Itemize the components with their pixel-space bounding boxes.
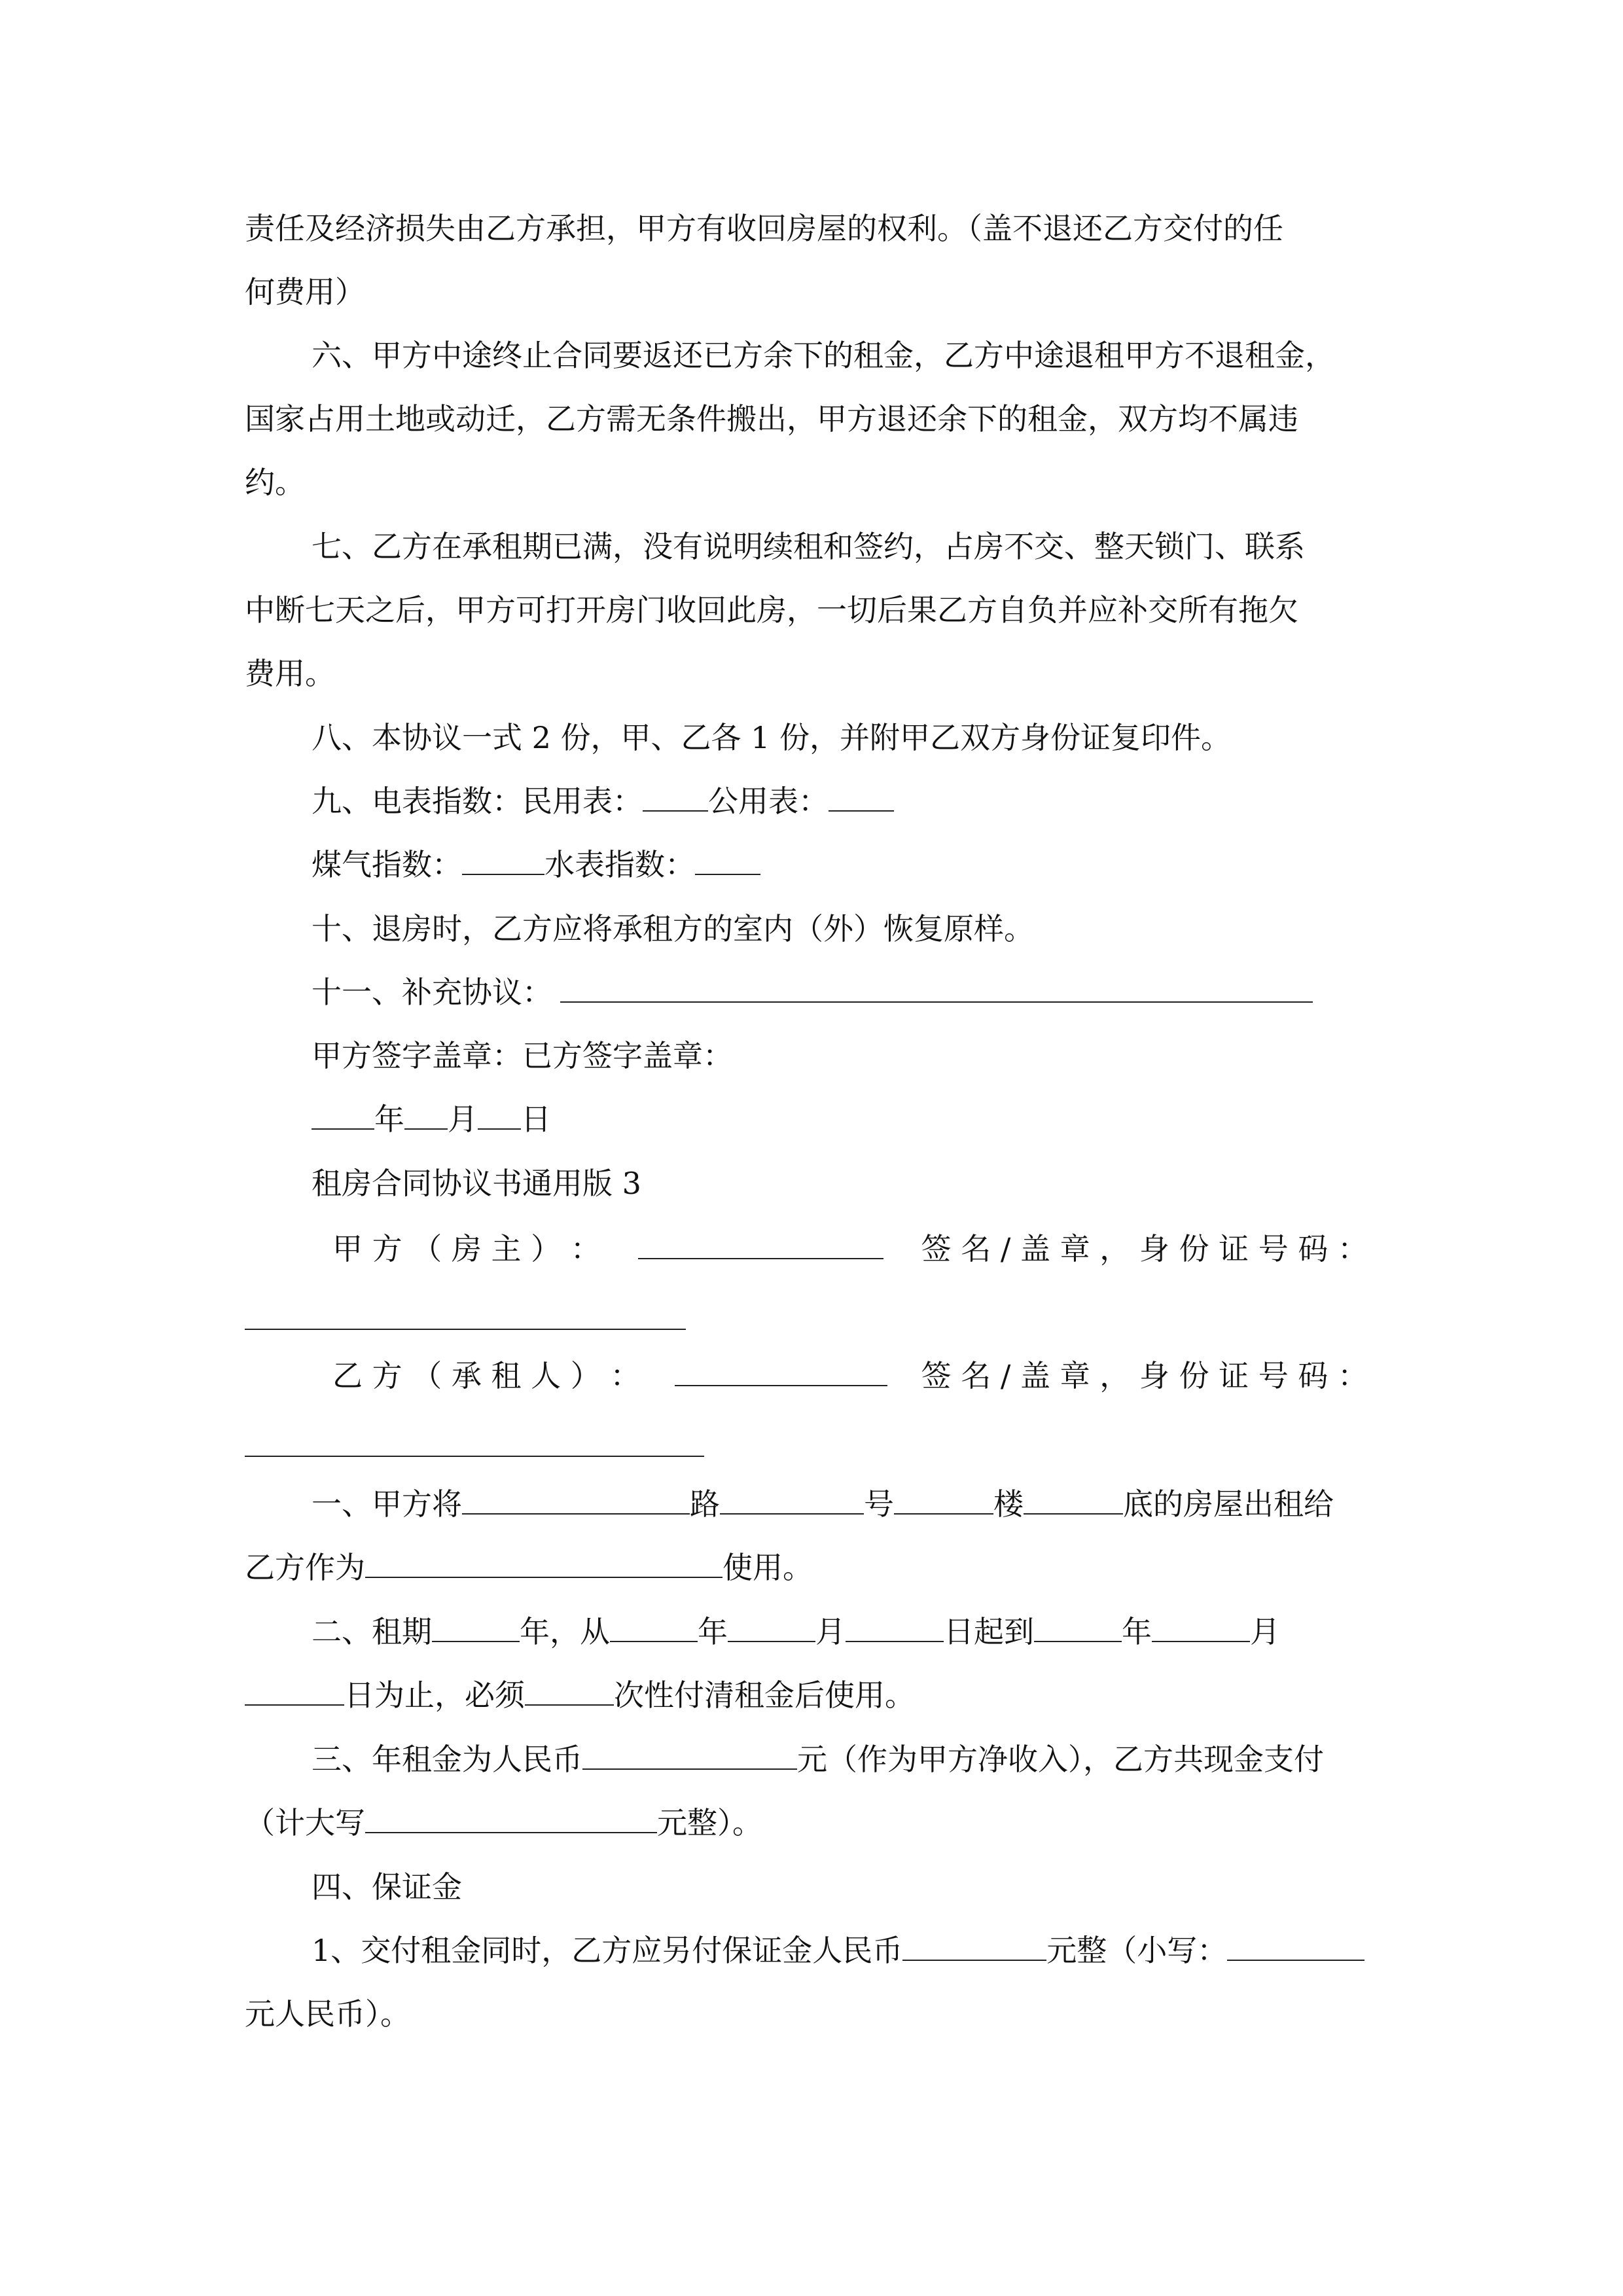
date-line — [312, 1100, 1378, 1139]
term-3-line-1 — [312, 1740, 1378, 1779]
text: 路 — [690, 1486, 720, 1522]
day-label: 日 — [521, 1102, 551, 1137]
term-3-line-2 — [245, 1803, 1378, 1842]
clause-6-line-2: 国家占用土地或动迁，乙方需无条件搬出，甲方退还余下的租金，双方均不属违 — [245, 401, 1298, 437]
blank — [902, 1931, 1046, 1961]
text: 二、租期 — [312, 1614, 432, 1649]
term-2-line-1 — [312, 1612, 1378, 1651]
clause-7-line-2: 中断七天之后，甲方可打开房门收回此房，一切后果乙方自负并应补交所有拖欠 — [245, 592, 1298, 628]
contract-heading: 租房合同协议书通用版 3 — [312, 1166, 641, 1201]
clause-10: 十、退房时，乙方应将承租方的室内（外）恢复原样。 — [312, 911, 1034, 946]
clause-11-label: 十一、补充协议： — [312, 975, 552, 1010]
public-meter-label: 公用表： — [708, 783, 829, 819]
text: 月 — [1250, 1614, 1280, 1649]
blank — [462, 1484, 690, 1515]
text: 使用。 — [722, 1550, 813, 1585]
text: 元（作为甲方净收入），乙方共现金支付 — [797, 1742, 1324, 1777]
clause-9-label: 九、电表指数：民用表： — [312, 783, 643, 819]
blank — [1034, 1612, 1122, 1642]
blank — [675, 1356, 887, 1386]
gas-water-meters — [312, 845, 1378, 884]
clause-6-line-3: 约。 — [245, 465, 305, 500]
text: 日为止，必须 — [344, 1677, 525, 1713]
blank — [365, 1548, 722, 1578]
blank — [846, 1612, 944, 1642]
blank — [695, 845, 760, 875]
month-label: 月 — [448, 1102, 478, 1137]
text: 次性付清租金后使用。 — [614, 1677, 915, 1713]
text: 年，从 — [520, 1614, 610, 1649]
party-b-signature-label: 签 名 / 盖 章 ， 身 份 证 号 码 ： — [921, 1358, 1368, 1393]
blank — [829, 781, 894, 812]
blank — [638, 1229, 883, 1259]
clause-8: 八、本协议一式 2 份，甲、乙各 1 份，并附甲乙双方身份证复印件。 — [312, 720, 1232, 755]
blank — [728, 1612, 815, 1642]
party-a-line — [332, 1229, 1368, 1268]
text: 底的房屋出租给 — [1123, 1486, 1334, 1522]
blank — [525, 1676, 614, 1706]
blank — [1024, 1484, 1123, 1515]
blank — [312, 1100, 374, 1130]
clause-5-line-1: 责任及经济损失由乙方承担，甲方有收回房屋的权利。（盖不退还乙方交付的任 — [245, 211, 1283, 246]
party-a-signature-label: 签 名 / 盖 章 ， 身 份 证 号 码 ： — [921, 1231, 1368, 1266]
text: 年 — [1122, 1614, 1152, 1649]
text: 1、交付租金同时，乙方应另付保证金人民币 — [312, 1933, 903, 1968]
supplement-blank — [560, 973, 1313, 1003]
clause-7-line-3: 费用。 — [245, 656, 335, 691]
blank — [1227, 1931, 1364, 1961]
text: 日起到 — [944, 1614, 1034, 1649]
blank — [643, 781, 708, 812]
clause-6-line-1: 六、甲方中途终止合同要返还已方余下的租金，乙方中途退租甲方不退租金， — [312, 338, 1335, 373]
text: 三、年租金为人民币 — [312, 1742, 582, 1777]
text: （计大写 — [245, 1805, 365, 1840]
blank — [894, 1484, 993, 1515]
text: 号 — [864, 1486, 894, 1522]
party-b-id-blank — [245, 1456, 704, 1457]
text: 一、甲方将 — [312, 1486, 462, 1522]
clause-5-line-2: 何费用） — [245, 274, 365, 310]
blank — [245, 1676, 344, 1706]
blank — [462, 845, 544, 875]
party-a-label: 甲 方 （ 房 主 ） ： — [332, 1231, 601, 1266]
term-2-line-2 — [245, 1676, 1378, 1715]
blank — [478, 1100, 521, 1130]
year-label: 年 — [374, 1102, 404, 1137]
text: 楼 — [993, 1486, 1024, 1522]
party-a-id-blank — [245, 1329, 686, 1330]
blank — [1152, 1612, 1250, 1642]
blank — [365, 1803, 657, 1833]
party-b-label: 乙 方 （ 承 租 人 ） ： — [332, 1358, 641, 1393]
clause-11 — [312, 973, 1378, 1012]
blank — [404, 1100, 448, 1130]
party-b-line — [332, 1356, 1368, 1395]
blank — [610, 1612, 698, 1642]
text: 年 — [698, 1614, 728, 1649]
text: 乙方作为 — [245, 1550, 365, 1585]
text: 月 — [815, 1614, 846, 1649]
blank — [720, 1484, 864, 1515]
term-1-line-1 — [312, 1484, 1378, 1524]
text: 元整）。 — [657, 1805, 762, 1840]
gas-meter-label: 煤气指数： — [312, 847, 462, 882]
blank — [432, 1612, 520, 1642]
term-1-line-2 — [245, 1548, 1378, 1587]
term-4-1-line-1 — [312, 1931, 1378, 1970]
term-4-1-line-2: 元人民币）。 — [245, 1996, 410, 2032]
water-meter-label: 水表指数： — [544, 847, 695, 882]
term-4-heading: 四、保证金 — [312, 1869, 462, 1905]
blank — [582, 1740, 797, 1770]
text: 元整（小写： — [1046, 1933, 1228, 1968]
clause-7-line-1: 七、乙方在承租期已满，没有说明续租和签约，占房不交、整天锁门、联系 — [312, 529, 1305, 564]
clause-9-meters — [312, 781, 1378, 821]
signature-line: 甲方签字盖章：已方签字盖章： — [312, 1038, 733, 1073]
